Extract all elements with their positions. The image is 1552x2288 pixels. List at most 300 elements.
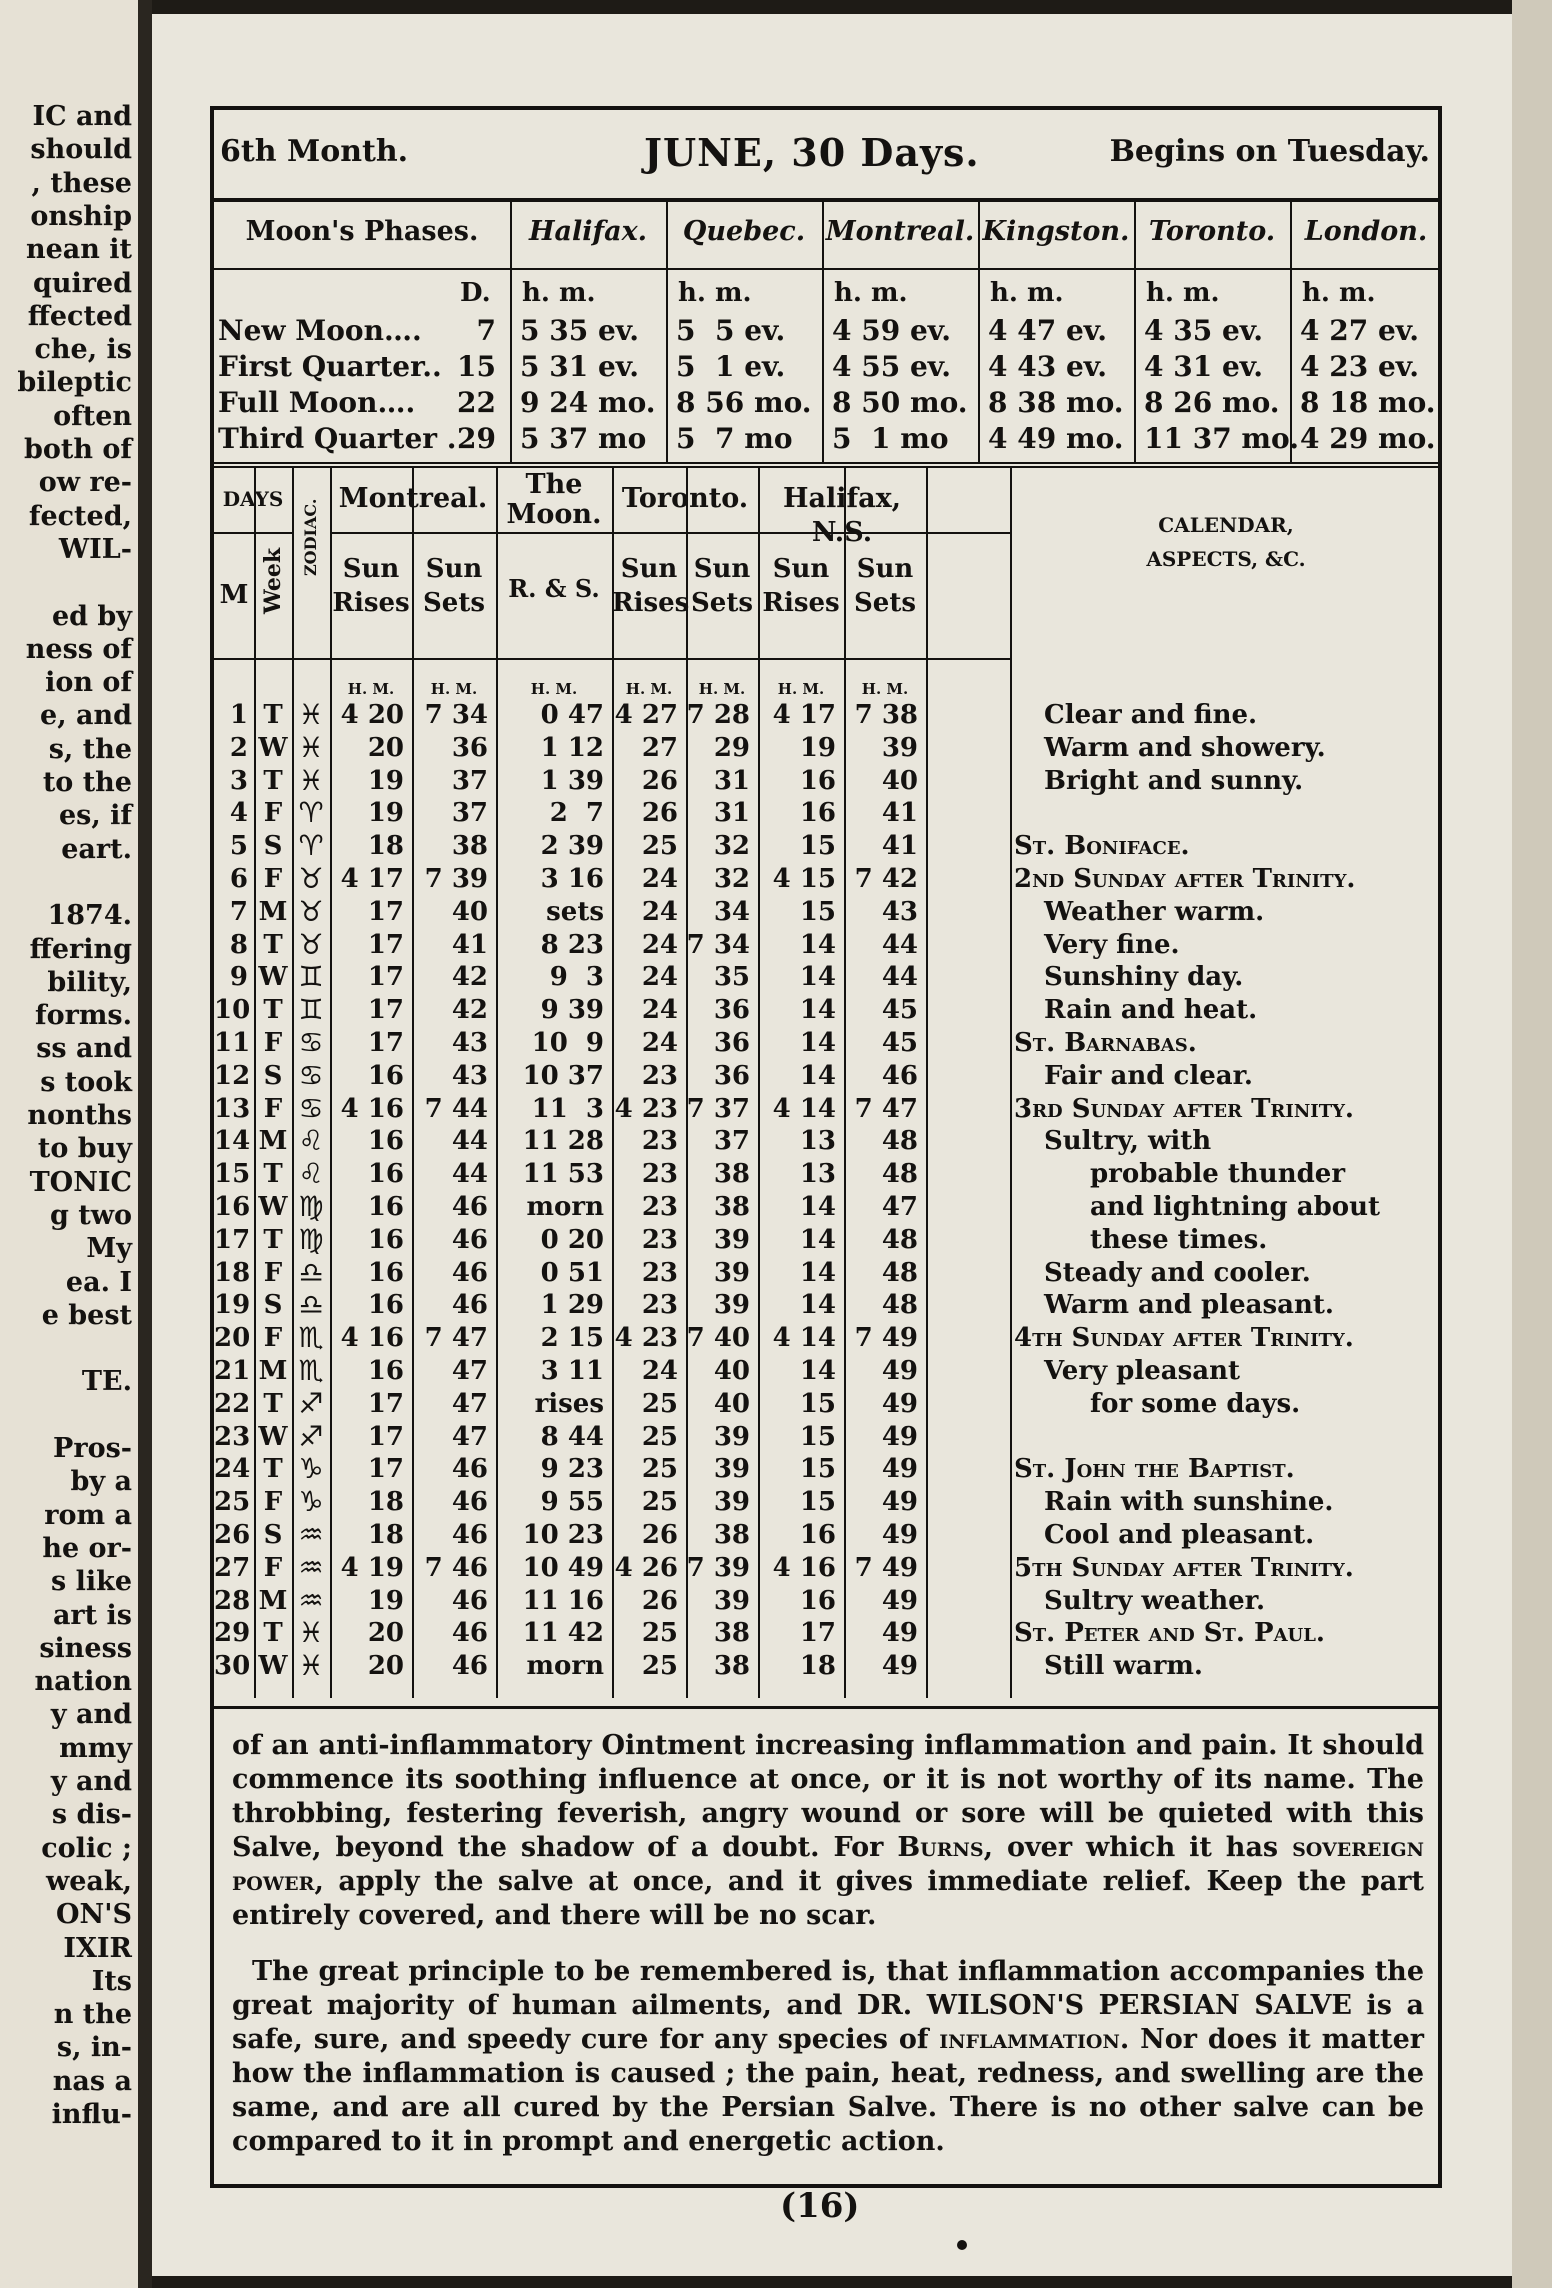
zodiac-sign: ♎	[298, 1288, 324, 1322]
toronto-sunset: 31	[713, 798, 750, 829]
weekday: F	[263, 1323, 283, 1354]
day-of-month: 10	[214, 995, 251, 1026]
montreal-sunset: 47	[451, 1421, 488, 1452]
phase-name: New Moon….	[218, 314, 422, 347]
left-page-line: s took	[40, 1066, 132, 1098]
moon-rise-set: 11 3	[531, 1093, 604, 1124]
halifax-sunset: 45	[881, 1028, 918, 1058]
left-page-line: quired	[32, 267, 132, 299]
zodiac-sign: ♓	[298, 763, 324, 797]
left-page-line: rom a	[44, 1499, 132, 1531]
montreal-sunrise: 4 16	[340, 1323, 404, 1354]
sun-sets-heading: Sun Sets	[423, 554, 485, 618]
montreal-sunrise: 16	[367, 1290, 404, 1321]
phase-time: 5 35 ev.	[520, 314, 639, 347]
left-page-line: ow re-	[38, 467, 132, 499]
phase-time: 4 59 ev.	[832, 314, 951, 347]
toronto-sunset: 39	[713, 1257, 750, 1288]
toronto-sunset: 36	[713, 995, 750, 1026]
left-page-line: Its	[91, 1965, 132, 1997]
grid-head-rule	[214, 658, 1010, 660]
toronto-sunrise: 25	[641, 1618, 678, 1649]
month-begins: Begins on Tuesday.	[1109, 134, 1430, 169]
montreal-sunrise: 16	[367, 1060, 404, 1091]
montreal-sunrise: 17	[367, 929, 404, 960]
zodiac-sign: ♎	[298, 1255, 324, 1289]
toronto-sunrise: 24	[641, 896, 678, 927]
zodiac-heading: ZODIAC.	[301, 498, 320, 576]
month-header	[214, 110, 1438, 202]
calendar-note: for some days.	[1090, 1388, 1301, 1419]
montreal-sunset: 7 39	[424, 864, 488, 894]
halifax-sunset: 46	[881, 1060, 918, 1091]
zodiac-sign: ♍	[298, 1222, 324, 1256]
left-page-line: TONIC	[29, 1166, 132, 1198]
moon-rise-set: 8 44	[540, 1421, 604, 1452]
zodiac-sign: ♋	[298, 1091, 324, 1125]
city-heading: Montreal.	[825, 216, 975, 247]
phase-day: 29	[457, 422, 496, 455]
moon-rise-set: 9 23	[540, 1454, 604, 1485]
calendar-note: St. Peter and St. Paul.	[1014, 1618, 1325, 1649]
left-page-line: eart.	[61, 833, 132, 865]
halifax-sunrise: 18	[799, 1651, 836, 1682]
moon-rise-set: 10 37	[522, 1060, 604, 1091]
toronto-sunset: 38	[713, 1651, 750, 1682]
sun-sets-heading: Sun Sets	[854, 554, 916, 618]
montreal-sunrise: 19	[367, 1585, 404, 1616]
toronto-sunrise: 23	[641, 1060, 678, 1091]
weekday: T	[263, 700, 283, 730]
toronto-sunset: 36	[713, 1028, 750, 1058]
m-heading: M	[219, 580, 249, 610]
left-page-line: both of	[23, 434, 132, 465]
hm-label: h. m.	[834, 278, 908, 308]
toronto-sunrise: 26	[641, 798, 678, 829]
left-page-line: ON'S	[56, 1899, 132, 1931]
phase-time: 5 1 ev.	[676, 350, 786, 383]
montreal-sunset: 7 44	[424, 1093, 488, 1124]
halifax-sunrise: 14	[799, 1060, 836, 1091]
phase-day: 7	[476, 314, 496, 347]
zodiac-sign: ♉	[298, 862, 324, 895]
rs-heading: R. & S.	[508, 574, 600, 603]
left-page-line: bility,	[47, 966, 132, 998]
left-page-line: My	[86, 1233, 132, 1265]
left-page-line: weak,	[45, 1865, 132, 1897]
weekday: T	[263, 1224, 283, 1255]
montreal-sunset: 37	[451, 798, 488, 829]
toronto-sunrise: 24	[641, 995, 678, 1026]
left-page-line: WIL-	[58, 533, 132, 565]
sun-rises-heading: Sun Rises	[762, 554, 840, 618]
weekday: S	[263, 1290, 283, 1321]
moon-rise-set: 11 53	[522, 1159, 604, 1190]
left-page-line: e best	[41, 1299, 132, 1331]
halifax-sunrise: 16	[799, 1585, 836, 1616]
phase-name: Third Quarter .	[218, 422, 457, 455]
halifax-sunset: 39	[881, 732, 918, 763]
book-spine	[138, 0, 152, 2288]
phase-time: 5 7 mo	[676, 422, 793, 455]
zodiac-sign: ♑	[298, 1485, 324, 1519]
day-of-month: 5	[229, 831, 248, 862]
halifax-sunrise: 14	[799, 1192, 836, 1222]
toronto-heading: Toronto.	[621, 483, 749, 514]
calendar-note: 3rd Sunday after Trinity.	[1014, 1093, 1354, 1124]
toronto-sunset: 34	[713, 896, 750, 927]
left-page-line: y and	[50, 1766, 132, 1797]
halifax-sunrise: 4 15	[772, 864, 836, 894]
phase-name: Full Moon….	[218, 386, 416, 419]
montreal-sunrise: 19	[367, 765, 404, 796]
advertisement	[214, 1706, 1438, 2184]
moon-rise-set: 1 12	[540, 732, 604, 763]
montreal-sunset: 40	[451, 896, 488, 927]
ad-text: , over which it has	[983, 1832, 1293, 1863]
day-of-month: 15	[214, 1159, 251, 1190]
halifax-sunset: 49	[881, 1356, 918, 1386]
ad-text: . Nor does it matter how the inflammation is caused ; the pain, heat, redness, and swelling are the same, and are all cured by the Persian Salve. There is no other salve can be compared to it in prompt and energetic action.	[232, 2024, 1424, 2157]
toronto-sunset: 36	[713, 1060, 750, 1091]
moon-rise-set: sets	[546, 896, 604, 927]
toronto-sunset: 7 28	[686, 700, 750, 730]
montreal-sunrise: 17	[367, 1028, 404, 1058]
calendar-note: Very fine.	[1044, 929, 1180, 960]
weekday: T	[263, 1388, 283, 1419]
toronto-sunrise: 26	[641, 1585, 678, 1616]
calendar-heading-2: ASPECTS, &C.	[1146, 547, 1306, 571]
phase-day: 15	[457, 350, 496, 383]
halifax-heading: Halifax, N.S.	[782, 483, 902, 548]
toronto-sunrise: 24	[641, 1356, 678, 1386]
hm-heading: H. M.	[430, 680, 478, 698]
sun-sets-heading: Sun Sets	[691, 554, 753, 618]
montreal-sunrise: 16	[367, 1159, 404, 1190]
halifax-sunset: 7 47	[854, 1093, 918, 1124]
montreal-sunset: 38	[451, 831, 488, 862]
montreal-sunset: 47	[451, 1356, 488, 1386]
weekday: F	[263, 864, 283, 894]
hm-label: h. m.	[990, 278, 1064, 308]
montreal-sunrise: 17	[367, 1421, 404, 1452]
toronto-sunset: 32	[713, 864, 750, 894]
montreal-sunset: 42	[451, 962, 488, 993]
moon-rise-set: 0 51	[540, 1257, 604, 1288]
day-of-month: 4	[229, 798, 248, 829]
calendar-note: Clear and fine.	[1044, 700, 1258, 730]
halifax-sunrise: 16	[799, 1520, 836, 1550]
weekday: T	[263, 1159, 283, 1190]
montreal-sunset: 36	[451, 732, 488, 763]
zodiac-sign: ♐	[298, 1386, 324, 1420]
zodiac-sign: ♍	[298, 1190, 324, 1223]
montreal-sunrise: 4 16	[340, 1093, 404, 1124]
moon-rise-set: 3 16	[540, 864, 604, 894]
zodiac-sign: ♋	[298, 1058, 324, 1092]
halifax-sunset: 48	[881, 1257, 918, 1288]
halifax-sunrise: 14	[799, 995, 836, 1026]
day-of-month: 2	[229, 732, 248, 763]
hm-heading: H. M.	[777, 680, 825, 698]
day-of-month: 12	[214, 1060, 251, 1091]
toronto-sunrise: 4 23	[614, 1093, 678, 1124]
moon-rise-set: 0 20	[540, 1224, 604, 1255]
halifax-sunrise: 4 16	[772, 1552, 836, 1583]
montreal-sunset: 46	[451, 1651, 488, 1682]
montreal-sunrise: 17	[367, 896, 404, 927]
day-of-month: 14	[214, 1126, 251, 1157]
hm-label: h. m.	[1302, 278, 1376, 308]
halifax-sunset: 49	[881, 1651, 918, 1682]
phase-time: 4 47 ev.	[988, 314, 1107, 347]
city-heading: London.	[1304, 216, 1428, 247]
toronto-sunset: 31	[713, 765, 750, 796]
montreal-sunset: 47	[451, 1388, 488, 1419]
left-page-line: es, if	[58, 800, 132, 832]
halifax-sunset: 49	[881, 1388, 918, 1419]
montreal-sunrise: 16	[367, 1356, 404, 1386]
montreal-sunrise: 17	[367, 1454, 404, 1485]
weekday: S	[263, 1520, 283, 1550]
toronto-sunset: 39	[713, 1454, 750, 1485]
toronto-sunset: 40	[713, 1356, 750, 1386]
phase-time: 4 31 ev.	[1144, 350, 1263, 383]
halifax-sunrise: 4 14	[772, 1093, 836, 1124]
left-page-line: Pros-	[53, 1433, 132, 1464]
phase-time: 4 35 ev.	[1144, 314, 1263, 347]
montreal-heading: Montreal.	[338, 483, 488, 514]
montreal-sunset: 46	[451, 1257, 488, 1288]
day-of-month: 11	[214, 1028, 251, 1058]
calendar-note: Warm and pleasant.	[1044, 1290, 1334, 1321]
city-heading: Kingston.	[982, 216, 1130, 247]
day-of-month: 19	[214, 1290, 251, 1321]
zodiac-sign: ♉	[298, 894, 324, 928]
ad-text: , apply the salve at once, and it gives immediate relief. Keep the part entirely covered, and there will be no scar.	[232, 1866, 1424, 1931]
moon-heading-1: The	[525, 469, 583, 500]
halifax-sunrise: 15	[799, 1421, 836, 1452]
toronto-sunrise: 25	[641, 1421, 678, 1452]
halifax-sunrise: 14	[799, 929, 836, 960]
zodiac-sign: ♌	[298, 1157, 324, 1191]
hm-heading: H. M.	[530, 680, 578, 698]
halifax-sunrise: 14	[799, 1257, 836, 1288]
calendar-note: Sultry weather.	[1044, 1585, 1266, 1616]
halifax-sunset: 49	[881, 1421, 918, 1452]
moon-rise-set: 2 39	[540, 831, 604, 862]
day-of-month: 25	[214, 1487, 251, 1518]
calendar-note: Sultry, with	[1044, 1126, 1212, 1157]
halifax-sunset: 45	[881, 995, 918, 1026]
toronto-sunset: 32	[713, 831, 750, 862]
montreal-sunrise: 17	[367, 1388, 404, 1419]
weekday: T	[263, 995, 283, 1026]
day-of-month: 23	[214, 1421, 251, 1452]
weekday: W	[258, 962, 288, 993]
halifax-sunset: 7 49	[854, 1323, 918, 1354]
left-page-line: ffering	[29, 933, 132, 965]
left-page-line: influ-	[51, 2099, 132, 2130]
left-page-line: TE.	[81, 1366, 132, 1398]
month-title: JUNE, 30 Days.	[644, 130, 980, 175]
left-page-line: nonths	[27, 1100, 132, 1131]
calendar-note: Very pleasant	[1044, 1356, 1241, 1386]
toronto-sunset: 38	[713, 1159, 750, 1190]
weekday: T	[263, 1618, 283, 1649]
weekday: F	[263, 798, 283, 829]
hm-heading: H. M.	[698, 680, 746, 698]
toronto-sunrise: 25	[641, 1487, 678, 1518]
day-of-month: 17	[214, 1224, 251, 1255]
halifax-sunrise: 16	[799, 798, 836, 829]
moon-rise-set: 1 39	[540, 765, 604, 796]
calendar-note: Rain and heat.	[1044, 995, 1258, 1026]
calendar-note: St. Boniface.	[1014, 831, 1190, 862]
day-of-month: 1	[229, 700, 248, 730]
ad-power: sovereign power	[232, 1832, 1424, 1897]
halifax-sunset: 49	[881, 1618, 918, 1649]
zodiac-sign: ♋	[298, 1026, 324, 1059]
moon-rise-set: 9 39	[540, 995, 604, 1026]
toronto-sunrise: 23	[641, 1126, 678, 1157]
left-page-line: e, and	[40, 700, 132, 732]
montreal-sunrise: 4 17	[340, 864, 404, 894]
halifax-sunrise: 14	[799, 1356, 836, 1386]
montreal-sunrise: 4 20	[340, 700, 404, 730]
toronto-sunset: 39	[713, 1421, 750, 1452]
daily-calendar-table	[214, 468, 1438, 1698]
day-of-month: 3	[229, 765, 248, 796]
toronto-sunset: 29	[713, 732, 750, 763]
zodiac-sign: ♉	[298, 927, 324, 961]
hm-label: h. m.	[678, 278, 752, 308]
zodiac-sign: ♈	[298, 796, 324, 830]
calendar-frame	[210, 106, 1442, 2188]
zodiac-sign: ♒	[298, 1518, 324, 1551]
page-edge	[1512, 0, 1552, 2288]
weekday: W	[258, 732, 288, 763]
toronto-sunrise: 4 23	[614, 1323, 678, 1354]
zodiac-sign: ♊	[298, 960, 324, 994]
toronto-sunrise: 4 26	[614, 1552, 678, 1583]
day-of-month: 13	[214, 1093, 251, 1124]
weekday: F	[263, 1552, 283, 1583]
city-heading: Halifax.	[528, 216, 648, 247]
left-page-line: siness	[39, 1632, 132, 1664]
zodiac-sign: ♓	[298, 1649, 324, 1683]
halifax-sunrise: 15	[799, 1454, 836, 1485]
left-page-line: IC and	[32, 101, 132, 132]
moon-phases-table	[214, 198, 1438, 468]
left-page-line: colic ;	[41, 1832, 132, 1864]
left-page-line: y and	[50, 1699, 132, 1731]
montreal-sunset: 46	[451, 1454, 488, 1485]
weekday: M	[258, 1585, 288, 1616]
left-page-line: ion of	[45, 667, 132, 699]
halifax-sunset: 49	[881, 1454, 918, 1485]
left-page-line: to the	[42, 767, 132, 798]
halifax-sunset: 41	[881, 831, 918, 862]
halifax-sunrise: 4 17	[772, 700, 836, 730]
ad-inflammation: inflammation	[939, 2024, 1120, 2055]
left-page-line: by a	[70, 1466, 132, 1498]
calendar-note: Weather warm.	[1044, 896, 1265, 927]
left-page-line: bileptic	[17, 367, 132, 399]
weekday: S	[263, 1060, 283, 1091]
toronto-sunrise: 23	[641, 1257, 678, 1288]
calendar-note: probable thunder	[1090, 1159, 1346, 1190]
toronto-sunset: 38	[713, 1520, 750, 1550]
toronto-sunrise: 26	[641, 1520, 678, 1550]
left-page-line: s, the	[48, 733, 132, 765]
calendar-note: St. John the Baptist.	[1014, 1454, 1295, 1485]
halifax-sunrise: 14	[799, 1028, 836, 1058]
left-page-line: onship	[30, 200, 132, 232]
day-of-month: 22	[214, 1388, 251, 1419]
left-page-line: nean it	[25, 234, 132, 266]
toronto-sunset: 39	[713, 1487, 750, 1518]
toronto-sunrise: 23	[641, 1159, 678, 1190]
halifax-sunset: 47	[881, 1192, 918, 1222]
toronto-sunrise: 26	[641, 765, 678, 796]
halifax-sunset: 7 42	[854, 864, 918, 894]
phase-time: 5 1 mo	[832, 422, 949, 455]
halifax-sunset: 48	[881, 1290, 918, 1321]
moon-rise-set: 2 15	[540, 1323, 604, 1354]
toronto-sunrise: 23	[641, 1290, 678, 1321]
phase-time: 8 18 mo.	[1300, 386, 1436, 419]
toronto-sunset: 39	[713, 1224, 750, 1255]
toronto-sunset: 35	[713, 962, 750, 993]
day-of-month: 21	[214, 1356, 251, 1386]
weekday: W	[258, 1421, 288, 1452]
moon-rise-set: 11 42	[522, 1618, 604, 1649]
hm-label: h. m.	[522, 278, 596, 308]
weekday: T	[263, 1454, 283, 1485]
day-of-month: 28	[214, 1585, 251, 1616]
montreal-sunset: 44	[451, 1159, 488, 1190]
calendar-note: and lightning about	[1090, 1192, 1381, 1222]
phase-time: 4 27 ev.	[1300, 314, 1419, 347]
left-page-line: IXIR	[63, 1932, 132, 1964]
montreal-sunrise: 16	[367, 1224, 404, 1255]
weekday: F	[263, 1093, 283, 1124]
montreal-sunrise: 20	[367, 732, 404, 763]
phase-day: 22	[457, 386, 496, 419]
toronto-sunrise: 4 27	[614, 700, 678, 730]
grid-head-rule	[214, 532, 292, 534]
halifax-sunset: 48	[881, 1159, 918, 1190]
toronto-sunrise: 24	[641, 1028, 678, 1058]
halifax-sunrise: 19	[799, 732, 836, 763]
left-page-line: fected,	[28, 500, 132, 532]
calendar-note: Still warm.	[1044, 1651, 1203, 1682]
montreal-sunrise: 17	[367, 962, 404, 993]
montreal-sunrise: 16	[367, 1126, 404, 1157]
halifax-sunset: 48	[881, 1224, 918, 1255]
halifax-sunrise: 15	[799, 1487, 836, 1518]
ad-text: of an anti-inflammatory Ointment increasing inflammation and pain. It should commence its soothing influence at once, or it is not worthy of its name. The throbbing, festering feverish, angry wound or sore will be quieted with this Salve, beyond the shadow of a doubt. For	[232, 1730, 1424, 1863]
grid-col-rule	[292, 468, 294, 1698]
montreal-sunset: 43	[451, 1028, 488, 1058]
calendar-note: Rain with sunshine.	[1044, 1487, 1334, 1518]
left-page-line: che, is	[34, 334, 132, 366]
phase-time: 8 26 mo.	[1144, 386, 1280, 419]
toronto-sunset: 7 37	[686, 1093, 750, 1124]
ad-burns: Burns	[897, 1832, 984, 1863]
halifax-sunset: 49	[881, 1520, 918, 1550]
